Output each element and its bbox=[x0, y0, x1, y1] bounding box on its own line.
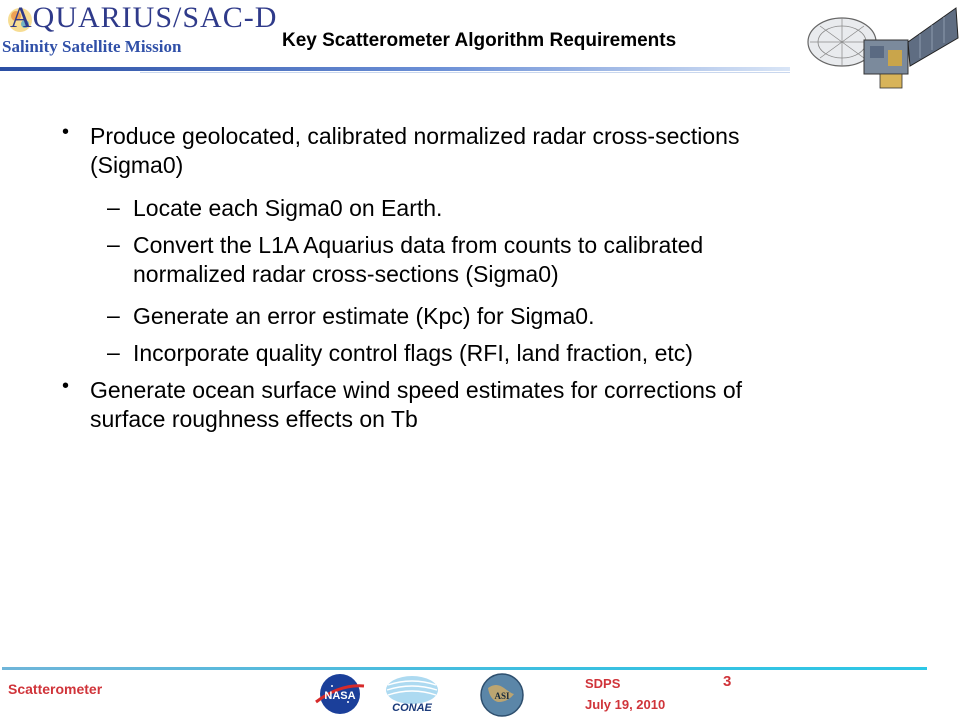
subitem-2-line-1: Convert the L1A Aquarius data from counts to calibrated bbox=[133, 232, 704, 258]
bullet-marker: • bbox=[62, 121, 70, 143]
dash-marker: – bbox=[107, 194, 120, 220]
dash-marker: – bbox=[107, 231, 120, 257]
nasa-logo-text: NASA bbox=[324, 690, 356, 702]
header-divider bbox=[0, 67, 790, 71]
satellite-illustration bbox=[800, 0, 960, 100]
nasa-logo bbox=[312, 672, 368, 721]
bullet-1-line-2: (Sigma0) bbox=[90, 152, 184, 178]
header-divider-thin bbox=[140, 72, 790, 73]
aquarius-logo bbox=[6, 1, 278, 38]
asi-logo bbox=[474, 672, 530, 723]
subitem-3: Generate an error estimate (Kpc) for Sigma0. bbox=[133, 303, 595, 329]
satellite-icon bbox=[808, 8, 958, 88]
footer-project: SDPS bbox=[585, 676, 621, 691]
logo-text: AQUARIUS/SAC-D bbox=[10, 1, 278, 34]
dash-marker: – bbox=[107, 339, 120, 365]
page-number: 3 bbox=[723, 673, 732, 690]
subitem-4: Incorporate quality control flags (RFI, land fraction, etc) bbox=[133, 340, 693, 366]
bullet-1-line-1: Produce geolocated, calibrated normalized radar cross-sections bbox=[90, 123, 740, 149]
conae-logo-text: CONAE bbox=[392, 702, 432, 714]
mission-subtitle: Salinity Satellite Mission bbox=[2, 37, 182, 56]
bullet-2-line-2: surface roughness effects on Tb bbox=[90, 406, 418, 432]
subitem-2-line-2: normalized radar cross-sections (Sigma0) bbox=[133, 261, 559, 287]
footer-divider bbox=[2, 667, 927, 670]
asi-logo-text: ASI bbox=[494, 691, 510, 701]
conae-logo bbox=[380, 675, 444, 722]
subitem-1: Locate each Sigma0 on Earth. bbox=[133, 195, 443, 221]
dash-marker: – bbox=[107, 302, 120, 328]
footer-topic: Scatterometer bbox=[8, 681, 103, 697]
page-title: Key Scatterometer Algorithm Requirements bbox=[282, 30, 677, 51]
bullet-marker: • bbox=[62, 375, 70, 397]
bullet-2-line-1: Generate ocean surface wind speed estimates for corrections of bbox=[90, 377, 743, 403]
footer-date: July 19, 2010 bbox=[585, 697, 666, 712]
